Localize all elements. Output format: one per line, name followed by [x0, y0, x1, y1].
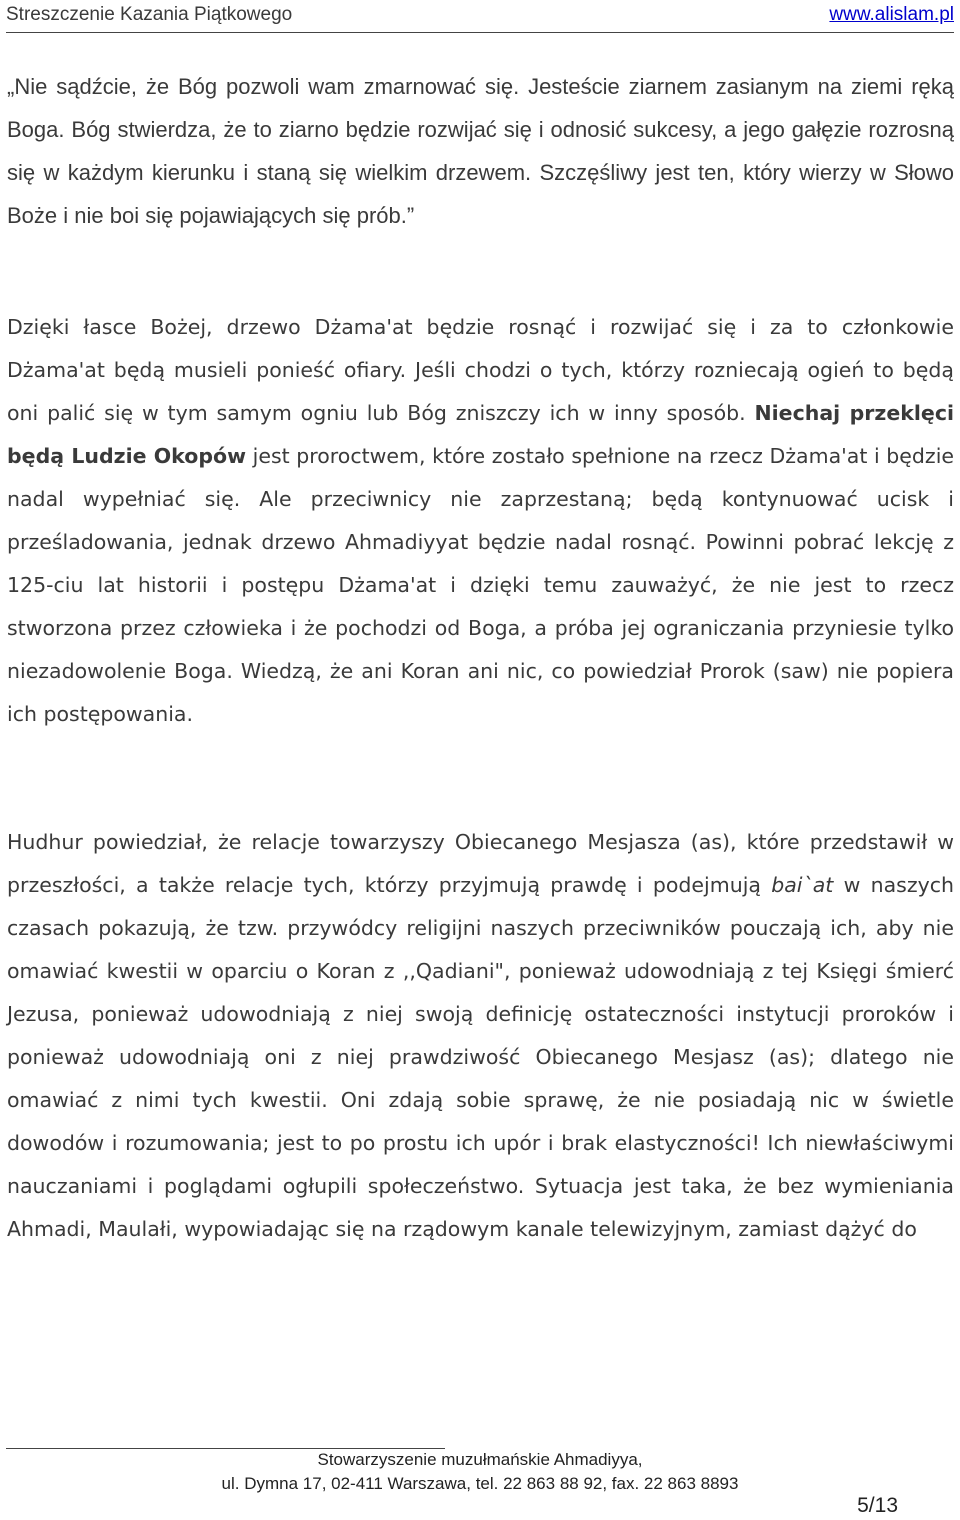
paragraph-2-text-a: Dzięki łasce Bożej, drzewo Dżama'at będzie rosnąć i rozwijać się i za to członkowie Dżama'at będą musieli ponieść ofiary. Jeśli chodzi o tych, którzy rozniecają ogień to będą oni palić się w tym samym ogniu lub Bóg zniszczy ich w inny sposób. [7, 315, 954, 425]
paragraph-gap [7, 237, 954, 306]
paragraph-3 [7, 821, 954, 1251]
site-link[interactable]: www.alislam.pl [829, 4, 954, 25]
page-footer [0, 1448, 960, 1496]
paragraph-gap [7, 736, 954, 821]
paragraph-2 [7, 306, 954, 736]
footer-organization: Stowarzyszenie muzułmańskie Ahmadiyya, [317, 1450, 643, 1469]
paragraph-3-text-b: w naszych czasach pokazują, że tzw. przywódcy religijni naszych przeciwników pouczają ich, aby nie omawiać kwestii w oparciu o Koran z ,,Qadiani", ponieważ udowodniają z tej Księgi śmierć Jezusa, ponieważ udowodniają z niej swoją definicję ostateczności instytucji proroków i ponieważ udowodniają oni z niej prawdziwość Obiecanego Mesjasz (as); dlatego nie omawiać z nimi tych kwestii. Oni zdają sobie sprawę, że nie posiadają nic w świetle dowodów i rozumowania; jest to po prostu ich upór i brak elastyczności! Ich niewłaściwymi nauczaniami i poglądami ogłupili społeczeństwo. Sytuacja jest taka, że bez wymieniania Ahmadi, Maulałi, wypowiadając się na rządowym kanale telewizyjnym, zamiast dążyć do [7, 873, 954, 1241]
page-header [6, 4, 954, 32]
document-body [7, 65, 954, 1251]
document-title: Streszczenie Kazania Piątkowego [6, 4, 293, 25]
header-divider [6, 32, 954, 33]
paragraph-3-italic-term: bai`at [771, 873, 834, 897]
paragraph-2-text-b: jest proroctwem, które zostało spełnione na rzecz Dżama'at i będzie nadal wypełniać się. Ale przeciwnicy nie zaprzestaną; będą kontynuować ucisk i prześladowania, jednak drzewo Ahmadiyyat będzie nadal rosnąć. Powinni pobrać lekcję z 125-ciu lat historii i postępu Dżama'at i dzięki temu zauważyć, że nie jest to rzecz stworzona przez człowieka i że pochodzi od Boga, a próba jej ograniczania przyniesie tylko niezadowolenie Boga. Wiedzą, że ani Koran ani nic, co powiedział Prorok (saw) nie popiera ich postępowania. [7, 444, 954, 726]
footer-address: ul. Dymna 17, 02-411 Warszawa, tel. 22 863 88 92, fax. 22 863 8893 [221, 1474, 739, 1493]
paragraph-2-bold-phrase: Niechaj przeklęci będą Ludzie Okopów [7, 401, 954, 468]
paragraph-3-text-a: Hudhur powiedział, że relacje towarzyszy Obiecanego Mesjasza (as), które przedstawił w przeszłości, a także relacje tych, którzy przyjmują prawdę i podejmują [7, 830, 954, 897]
page-number: 5/13 [857, 1494, 898, 1517]
quote-paragraph: „Nie sądźcie, że Bóg pozwoli wam zmarnować się. Jesteście ziarnem zasianym na ziemi ręką Boga. Bóg stwierdza, że to ziarno będzie rozwijać się i odnosić sukcesy, a jego gałęzie rozrosną się w każdym kierunku i staną się wielkim drzewem. Szczęśliwy jest ten, który wierzy w Słowo Boże i nie boi się pojawiających się prób.” [7, 74, 954, 228]
